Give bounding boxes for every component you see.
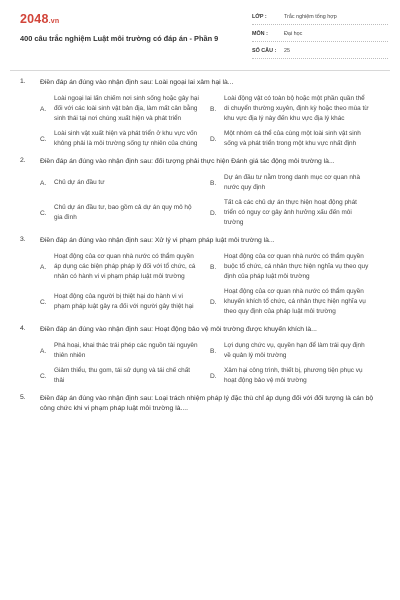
option-b[interactable] — [210, 341, 380, 361]
meta-value: Trắc nghiệm tổng hợp — [284, 14, 337, 20]
option-b[interactable] — [210, 94, 380, 124]
site-logo[interactable] — [20, 12, 59, 26]
question-3 — [0, 236, 400, 317]
option-text: Loài động vật có toàn bộ hoặc một phần quần thể di chuyển thường xuyên, định kỳ hoặc theo mùa từ khu vực địa lý này đến khu vực địa lý khác — [224, 95, 369, 122]
option-text: Dự án đầu tư nằm trong danh mục cơ quan nhà nước quy định — [224, 174, 361, 191]
meta-key: SỐ CÂU : — [252, 48, 277, 54]
options — [0, 94, 400, 149]
question-number: 4. — [20, 325, 26, 332]
question-5 — [0, 394, 400, 414]
question-number: 3. — [20, 236, 26, 243]
option-text: Chủ dự án đầu tư — [54, 179, 105, 186]
question-text: Điền đáp án đúng vào nhận định sau: Loại trách nhiệm pháp lý đặc thù chỉ áp dụng đối với đối tượng là cán bộ công chức khi vi phạm pháp luật môi trường là.... — [40, 395, 374, 412]
option-a[interactable] — [40, 341, 210, 361]
meta-value: 25 — [284, 48, 290, 54]
header — [0, 0, 400, 68]
option-letter: C. — [40, 135, 47, 143]
question-2 — [0, 157, 400, 228]
option-text: Hoạt động của cơ quan nhà nước có thẩm quyền buộc tổ chức, cá nhân thực hiện nghĩa vụ theo quy định của pháp luật môi trường — [224, 253, 369, 280]
option-letter: C. — [40, 209, 47, 217]
option-row — [0, 198, 400, 228]
option-row — [0, 173, 400, 193]
option-row — [0, 129, 400, 149]
option-a[interactable] — [40, 94, 210, 124]
question-number: 1. — [20, 78, 26, 85]
option-row — [0, 287, 400, 317]
option-letter: A. — [40, 347, 47, 355]
option-letter: D. — [210, 372, 217, 380]
question-list — [0, 78, 400, 422]
option-text: Hoạt động của người bị thiệt hại do hành vi vi phạm pháp luật gây ra đối với người gây thiệt hại — [54, 293, 194, 310]
option-b[interactable] — [210, 252, 380, 282]
question-number: 2. — [20, 157, 26, 164]
option-row — [0, 252, 400, 282]
option-letter: D. — [210, 298, 217, 306]
option-text: Xâm hại công trình, thiết bị, phương tiện phục vụ hoạt động bảo vệ môi trường — [224, 367, 363, 384]
page-title: 400 câu trắc nghiệm Luật môi trường có đáp án - Phần 9 — [20, 34, 219, 43]
option-letter: D. — [210, 135, 217, 143]
option-text: Hoạt động của cơ quan nhà nước có thẩm quyền áp dụng các biện pháp pháp lý đối với tổ chức, cá nhân có hành vi vi phạm pháp luật môi trường — [54, 253, 196, 280]
meta-row-subject — [252, 27, 388, 42]
option-b[interactable] — [210, 173, 380, 193]
option-row — [0, 94, 400, 124]
option-row — [0, 366, 400, 386]
meta-table — [252, 10, 388, 59]
option-text: Phá hoại, khai thác trái phép các nguồn tài nguyên thiên nhiên — [54, 342, 198, 359]
option-c[interactable] — [40, 287, 210, 317]
option-letter: A. — [40, 105, 47, 113]
option-letter: A. — [40, 263, 47, 271]
option-d[interactable] — [210, 129, 380, 149]
option-text: Lợi dụng chức vụ, quyền hạn để làm trái quy định về quản lý môi trường — [224, 342, 365, 359]
option-letter: B. — [210, 179, 217, 187]
option-text: Hoạt động của cơ quan nhà nước có thẩm quyền khuyến khích tổ chức, cá nhân thực hiện nghĩa vụ theo quy định của pháp luật môi trường — [224, 288, 366, 315]
options — [0, 173, 400, 228]
question-text: Điền đáp án đúng vào nhận định sau: đối tượng phải thực hiện Đánh giá tác động môi trường là... — [40, 158, 335, 165]
option-letter: B. — [210, 347, 217, 355]
option-text: Loài sinh vật xuất hiện và phát triển ở khu vực vốn không phải là môi trường sống tự nhiên của chúng — [54, 130, 198, 147]
meta-row-count — [252, 44, 388, 59]
option-d[interactable] — [210, 198, 380, 228]
option-letter: B. — [210, 263, 217, 271]
option-letter: A. — [40, 179, 47, 187]
option-a[interactable] — [40, 173, 210, 193]
options — [0, 341, 400, 386]
logo-main: 2048 — [20, 12, 49, 26]
option-text: Chủ dự án đầu tư, bao gồm cả dự án quy mô hộ gia đình — [54, 204, 192, 221]
option-row — [0, 341, 400, 361]
option-c[interactable] — [40, 129, 210, 149]
options — [0, 252, 400, 317]
option-d[interactable] — [210, 287, 380, 317]
option-c[interactable] — [40, 366, 210, 386]
question-1 — [0, 78, 400, 149]
option-letter: C. — [40, 298, 47, 306]
question-text: Điền đáp án đúng vào nhận định sau: Xử lý vi phạm pháp luật môi trường là... — [40, 237, 275, 244]
meta-value: Đại học — [284, 31, 303, 37]
meta-row-class — [252, 10, 388, 25]
header-divider — [10, 70, 390, 71]
option-text: Tất cả các chủ dự án thực hiện hoạt động phát triển có nguy cơ gây ảnh hưởng xấu đến môi trường — [224, 199, 357, 226]
question-text: Điền đáp án đúng vào nhận định sau: Hoạt động bảo vệ môi trường được khuyến khích là... — [40, 326, 317, 333]
option-letter: C. — [40, 372, 47, 380]
logo-tld: .vn — [48, 18, 60, 25]
option-text: Một nhóm cá thể của cùng một loài sinh vật sinh sống và phát triển trong một khu vực nhất định — [224, 130, 361, 147]
question-text: Điền đáp án đúng vào nhận định sau: Loài ngoại lai xâm hại là... — [40, 79, 234, 86]
option-text: Giảm thiểu, thu gom, tái sử dụng và tái chế chất thải — [54, 367, 191, 384]
meta-key: LỚP : — [252, 14, 267, 20]
question-4 — [0, 325, 400, 386]
option-letter: D. — [210, 209, 217, 217]
question-number: 5. — [20, 394, 26, 401]
option-d[interactable] — [210, 366, 380, 386]
option-text: Loài ngoại lai lấn chiếm nơi sinh sống hoặc gây hại đối với các loài sinh vật bản địa, làm mất cân bằng sinh thái tại nơi chúng xuất hiện và phát triển — [54, 95, 199, 122]
meta-key: MÔN : — [252, 31, 268, 37]
option-c[interactable] — [40, 198, 210, 228]
option-letter: B. — [210, 105, 217, 113]
option-a[interactable] — [40, 252, 210, 282]
